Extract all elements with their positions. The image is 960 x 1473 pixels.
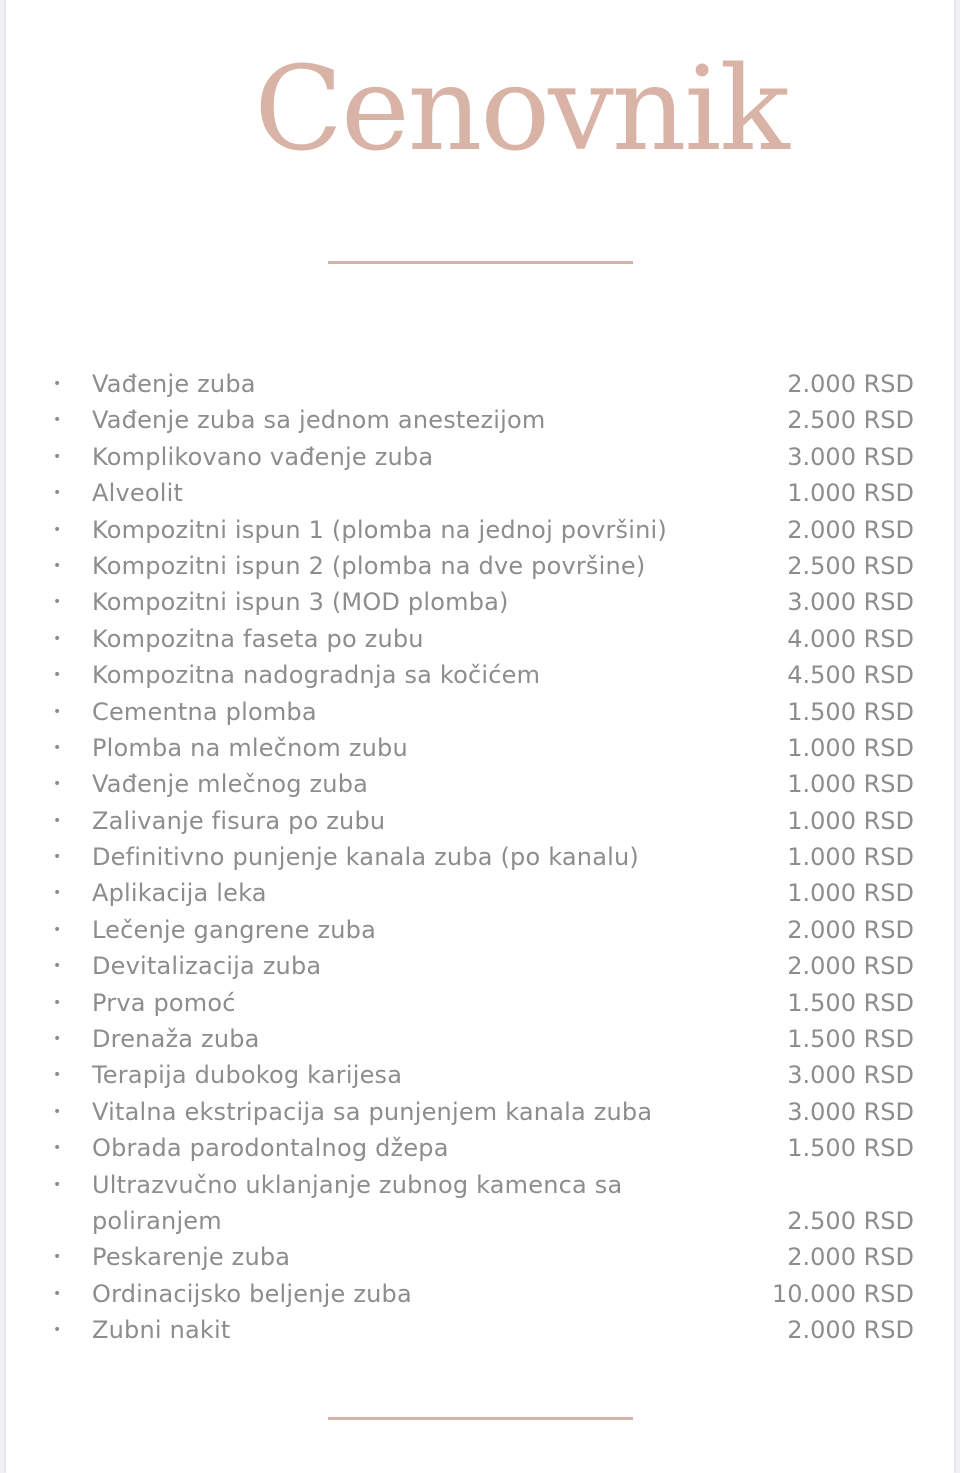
service-name: Kompozitni ispun 3 (MOD plomba)	[92, 588, 509, 617]
service-price: 1.500 RSD	[787, 1134, 914, 1163]
bullet-icon: •	[53, 1322, 62, 1339]
service-name: Ordinacijsko beljenje zuba	[92, 1279, 412, 1308]
price-list-item	[6, 803, 954, 839]
service-price: 1.500 RSD	[787, 1025, 914, 1054]
bullet-icon: •	[53, 776, 62, 793]
price-list-item	[6, 621, 954, 657]
service-name: Kompozitni ispun 1 (plomba na jednoj površini)	[92, 515, 667, 544]
service-price: 2.000 RSD	[787, 952, 914, 981]
top-divider	[328, 261, 633, 264]
service-name: Obrada parodontalnog džepa	[92, 1134, 449, 1163]
service-name: Lečenje gangrene zuba	[92, 915, 376, 944]
service-price: 2.000 RSD	[787, 370, 914, 398]
bottom-divider	[328, 1417, 633, 1420]
service-price: 2.500 RSD	[787, 1206, 914, 1235]
service-price: 1.500 RSD	[787, 697, 914, 726]
service-name: Zalivanje fisura po zubu	[92, 806, 386, 835]
bullet-icon: •	[53, 1176, 62, 1193]
bullet-icon: •	[53, 1067, 62, 1084]
price-list-item	[6, 1094, 954, 1130]
price-list-item	[6, 875, 954, 911]
service-name: Alveolit	[92, 479, 184, 508]
service-name: Peskarenje zuba	[92, 1243, 291, 1272]
service-name: Kompozitni ispun 2 (plomba na dve površine)	[92, 551, 646, 580]
price-list-item	[6, 694, 954, 730]
price-list-item	[6, 985, 954, 1021]
service-price: 2.000 RSD	[787, 1316, 914, 1345]
service-price: 2.000 RSD	[787, 1243, 914, 1272]
bullet-icon: •	[53, 1031, 62, 1048]
service-price: 4.500 RSD	[787, 661, 914, 690]
price-list-item	[6, 1312, 954, 1348]
service-name: Drenaža zuba	[92, 1025, 260, 1054]
bullet-icon: •	[53, 1249, 62, 1266]
service-name: Vađenje mlečnog zuba	[92, 770, 369, 799]
price-list-item	[6, 1276, 954, 1312]
service-price: 3.000 RSD	[787, 442, 914, 471]
service-name: Zubni nakit	[92, 1316, 231, 1345]
service-name: Kompozitna faseta po zubu	[92, 624, 424, 653]
bullet-icon: •	[53, 412, 62, 429]
service-name: Devitalizacija zuba	[92, 952, 322, 981]
price-list-item	[6, 1021, 954, 1057]
service-price: 1.000 RSD	[787, 879, 914, 908]
service-price: 3.000 RSD	[787, 1061, 914, 1090]
price-list-item	[6, 475, 954, 511]
service-price: 1.000 RSD	[787, 479, 914, 508]
service-name: Vitalna ekstripacija sa punjenjem kanala zuba	[92, 1097, 653, 1126]
price-list-item	[6, 366, 954, 402]
bullet-icon: •	[53, 812, 62, 829]
service-price: 3.000 RSD	[787, 1097, 914, 1126]
bullet-icon: •	[53, 958, 62, 975]
service-name: Vađenje zuba sa jednom anestezijom	[92, 406, 546, 435]
price-list-item	[6, 1130, 954, 1166]
service-price: 1.000 RSD	[787, 843, 914, 872]
service-price: 1.500 RSD	[787, 988, 914, 1017]
service-name: Prva pomoć	[92, 988, 236, 1017]
service-name: Vađenje zuba	[92, 370, 256, 398]
service-name: Ultrazvučno uklanjanje zubnog kamenca sa poliranjem	[92, 1170, 623, 1235]
bullet-icon: •	[53, 994, 62, 1011]
price-list-page	[6, 0, 954, 1473]
service-price: 10.000 RSD	[772, 1279, 914, 1308]
bullet-icon: •	[53, 521, 62, 538]
bullet-icon: •	[53, 1285, 62, 1302]
page-title: Cenovnik	[254, 42, 788, 177]
price-list-item	[6, 1057, 954, 1093]
bullet-icon: •	[53, 921, 62, 938]
service-price: 2.000 RSD	[787, 515, 914, 544]
bullet-icon: •	[53, 557, 62, 574]
service-price: 4.000 RSD	[787, 624, 914, 653]
price-list-item	[6, 548, 954, 584]
price-list-item	[6, 1167, 954, 1240]
price-list-item	[6, 512, 954, 548]
price-list-item	[6, 584, 954, 620]
price-list-item	[6, 439, 954, 475]
service-price: 1.000 RSD	[787, 770, 914, 799]
service-name: Terapija dubokog karijesa	[92, 1061, 403, 1090]
service-name: Aplikacija leka	[92, 879, 267, 908]
service-price: 2.000 RSD	[787, 915, 914, 944]
price-list-item	[6, 948, 954, 984]
price-list-item	[6, 1239, 954, 1275]
service-name: Definitivno punjenje kanala zuba (po kanalu)	[92, 843, 639, 872]
price-list-item	[6, 657, 954, 693]
bullet-icon: •	[53, 667, 62, 684]
bullet-icon: •	[53, 485, 62, 502]
bullet-icon: •	[53, 376, 62, 392]
service-price: 2.500 RSD	[787, 551, 914, 580]
bullet-icon: •	[53, 849, 62, 866]
service-price: 1.000 RSD	[787, 733, 914, 762]
service-name: Komplikovano vađenje zuba	[92, 442, 434, 471]
price-list-item	[6, 912, 954, 948]
service-name: Kompozitna nadogradnja sa kočićem	[92, 661, 541, 690]
service-name: Plomba na mlečnom zubu	[92, 733, 408, 762]
service-price: 1.000 RSD	[787, 806, 914, 835]
price-list-item	[6, 839, 954, 875]
service-price: 2.500 RSD	[787, 406, 914, 435]
service-price: 3.000 RSD	[787, 588, 914, 617]
bullet-icon: •	[53, 739, 62, 756]
bullet-icon: •	[53, 1140, 62, 1157]
price-list-item	[6, 402, 954, 438]
bullet-icon: •	[53, 594, 62, 611]
bullet-icon: •	[53, 448, 62, 465]
bullet-icon: •	[53, 1103, 62, 1120]
bullet-icon: •	[53, 885, 62, 902]
bullet-icon: •	[53, 630, 62, 647]
price-list-item	[6, 730, 954, 766]
price-list	[6, 366, 954, 1349]
service-name: Cementna plomba	[92, 697, 317, 726]
bullet-icon: •	[53, 703, 62, 720]
price-list-item	[6, 766, 954, 802]
